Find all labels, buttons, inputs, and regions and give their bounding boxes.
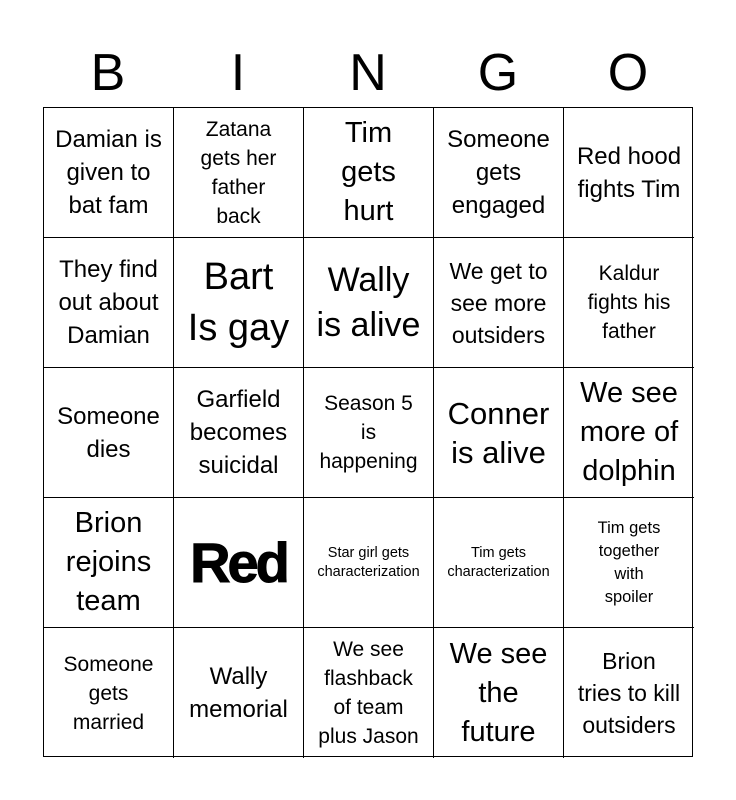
bingo-cell-r5c1[interactable]: [44, 628, 174, 758]
cell-text: We get to see more outsiders: [449, 257, 548, 348]
bingo-cell-r5c2[interactable]: [174, 628, 304, 758]
header-letter-i: I: [230, 44, 246, 102]
cell-text: Brion tries to kill outsiders: [577, 648, 681, 738]
bingo-cell-r2c4[interactable]: [434, 238, 564, 368]
cell-text: Damian is given to bat fam: [55, 126, 162, 219]
cell-text: Garfield becomes suicidal: [189, 386, 288, 479]
cell-text: Someone gets married: [63, 652, 154, 734]
cell-text: Brion rejoins team: [65, 507, 152, 617]
bingo-cell-r3c1[interactable]: [44, 368, 174, 498]
bingo-cell-r1c1[interactable]: [44, 108, 174, 238]
bingo-cell-r5c4[interactable]: [434, 628, 564, 758]
cell-text: Star girl gets characterization: [317, 544, 420, 580]
cell-text: Tim gets together with spoiler: [597, 518, 661, 606]
cell-text: They find out about Damian: [58, 256, 159, 349]
bingo-cell-r3c2[interactable]: [174, 368, 304, 498]
free-space-logo: Red: [190, 530, 287, 594]
cell-text: Bart Is gay: [187, 255, 290, 349]
cell-text: Tim gets characterization: [447, 544, 550, 580]
bingo-cell-r2c2[interactable]: [174, 238, 304, 368]
bingo-header: [43, 40, 693, 106]
bingo-cell-r1c3[interactable]: [304, 108, 434, 238]
bingo-cell-r3c5[interactable]: [564, 368, 694, 498]
bingo-cell-r4c5[interactable]: [564, 498, 694, 628]
bingo-cell-r1c4[interactable]: [434, 108, 564, 238]
bingo-cell-r3c4[interactable]: [434, 368, 564, 498]
cell-text: Season 5 is happening: [319, 392, 418, 473]
cell-text: We see more of dolphin: [579, 377, 679, 487]
header-letter-n: N: [349, 44, 387, 102]
cell-text: Wally memorial: [189, 663, 288, 723]
bingo-cell-r4c1[interactable]: [44, 498, 174, 628]
cell-text: Wally is alive: [316, 260, 421, 344]
bingo-cell-r4c4[interactable]: [434, 498, 564, 628]
bingo-cell-r4c3[interactable]: [304, 498, 434, 628]
bingo-cell-r2c5[interactable]: [564, 238, 694, 368]
cell-text: Someone gets engaged: [447, 126, 550, 219]
cell-text: Someone dies: [57, 402, 160, 463]
bingo-cell-r1c5[interactable]: [564, 108, 694, 238]
header-letter-o: O: [607, 44, 649, 102]
header-letter-g: G: [477, 44, 519, 102]
header-letter-b: B: [90, 44, 126, 102]
cell-text: Conner is alive: [447, 395, 550, 470]
cell-text: Kaldur fights his father: [587, 262, 671, 343]
bingo-cell-r5c3[interactable]: [304, 628, 434, 758]
bingo-cell-r1c2[interactable]: [174, 108, 304, 238]
bingo-free-space[interactable]: [174, 498, 304, 628]
bingo-cell-r2c1[interactable]: [44, 238, 174, 368]
cell-text: We see flashback of team plus Jason: [318, 638, 419, 748]
cell-text: Zatana gets her father back: [200, 117, 277, 228]
cell-text: Red hood fights Tim: [576, 142, 682, 203]
bingo-cell-r2c3[interactable]: [304, 238, 434, 368]
bingo-board: [43, 107, 693, 757]
bingo-cell-r3c3[interactable]: [304, 368, 434, 498]
cell-text: We see the future: [449, 637, 548, 748]
cell-text: Tim gets hurt: [341, 117, 396, 227]
bingo-cell-r5c5[interactable]: [564, 628, 694, 758]
